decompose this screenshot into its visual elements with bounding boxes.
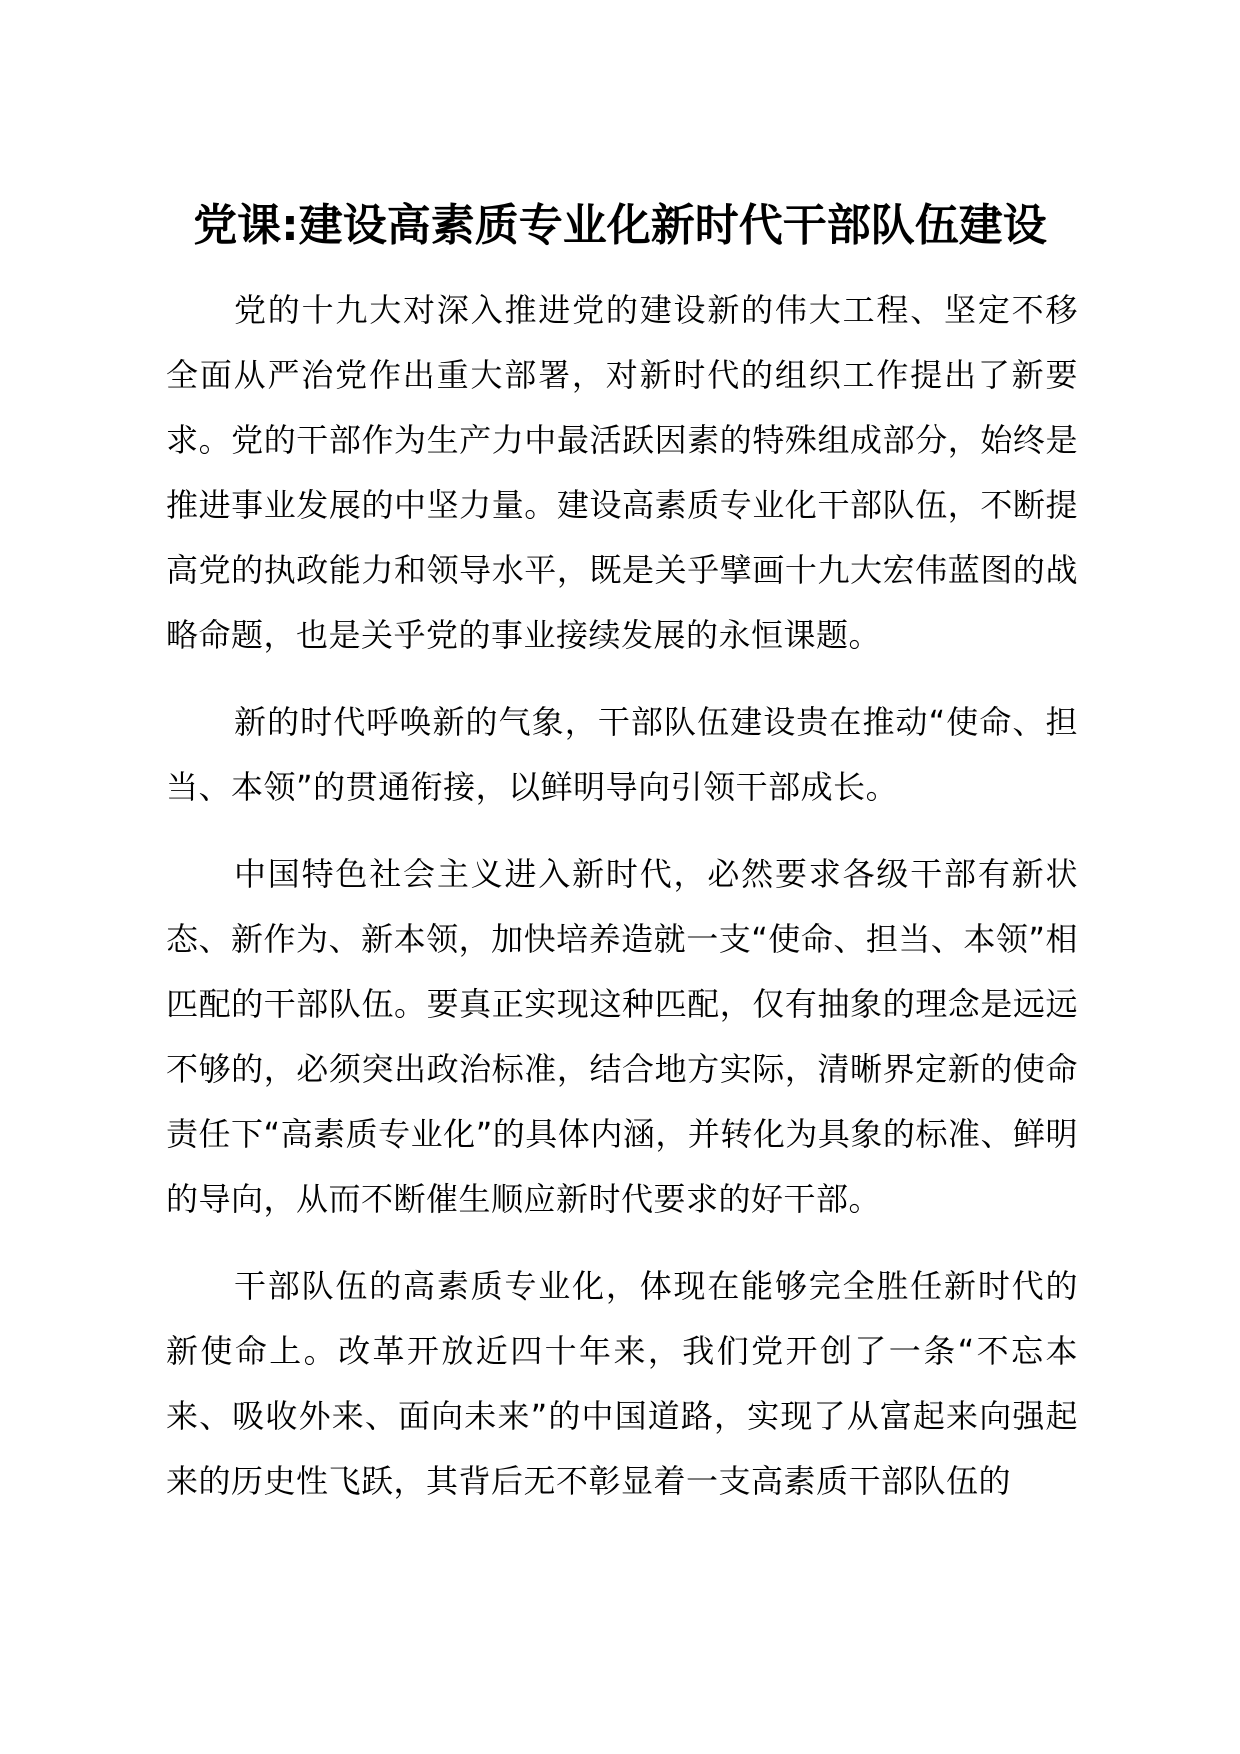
paragraph-4: 干部队伍的高素质专业化，体现在能够完全胜任新时代的新使命上。改革开放近四十年来，我们党开创了一条“不忘本来、吸收外来、面向未来”的中国道路，实现了从富起来向强起来的历史性飞跃，其背后无不彰显着一支高素质干部队伍的 bbox=[166, 1267, 1078, 1500]
paragraph-2: 新的时代呼唤新的气象，干部队伍建设贵在推动“使命、担当、本领”的贯通衔接，以鲜明导向引领干部成长。 bbox=[166, 703, 1078, 806]
paragraph-1: 党的十九大对深入推进党的建设新的伟大工程、坚定不移全面从严治党作出重大部署，对新时代的组织工作提出了新要求。党的干部作为生产力中最活跃因素的特殊组成部分，始终是推进事业发展的中坚力量。建设高素质专业化干部队伍，不断提高党的执政能力和领导水平，既是关乎擘画十九大宏伟蓝图的战略命题，也是关乎党的事业接续发展的永恒课题。 bbox=[166, 291, 1078, 654]
document-body bbox=[166, 278, 1078, 1536]
document-title: 党课:建设高素质专业化新时代干部队伍建设 bbox=[193, 200, 1047, 251]
paragraph-3: 中国特色社会主义进入新时代，必然要求各级干部有新状态、新作为、新本领，加快培养造就一支“使命、担当、本领”相匹配的干部队伍。要真正实现这种匹配，仅有抽象的理念是远远不够的，必须突出政治标准，结合地方实际，清晰界定新的使命责任下“高素质专业化”的具体内涵，并转化为具象的标准、鲜明的导向，从而不断催生顺应新时代要求的好干部。 bbox=[166, 855, 1078, 1218]
